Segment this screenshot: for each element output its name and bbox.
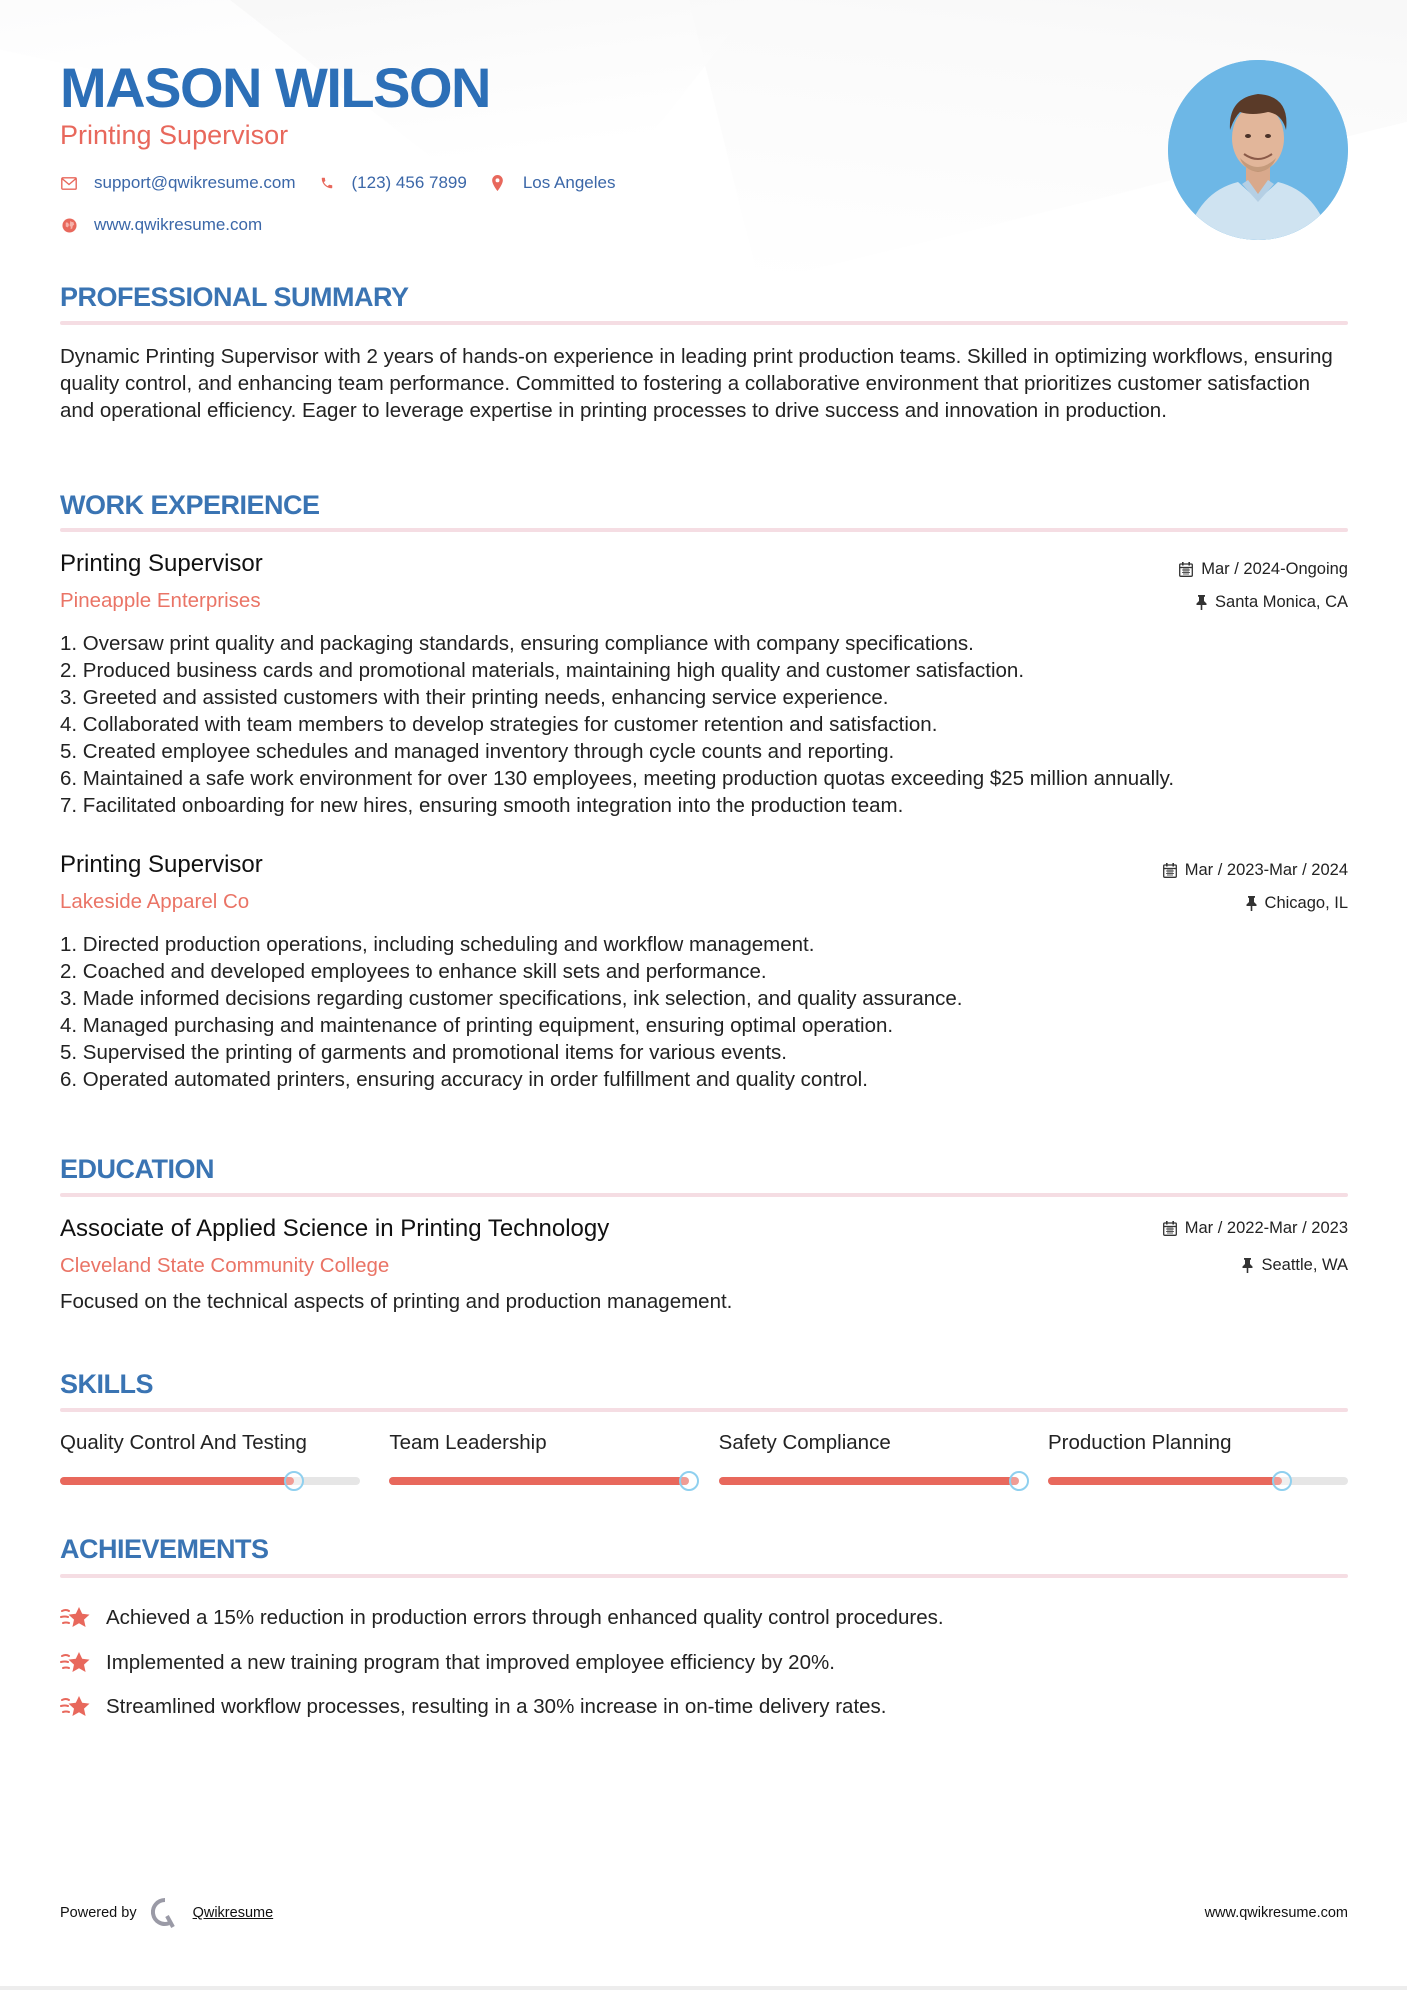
calendar-icon	[1179, 562, 1193, 577]
shooting-star-icon	[60, 1693, 92, 1721]
pushpin-icon	[1196, 595, 1207, 610]
achievement-text: Streamlined workflow processes, resulting in a 30% increase in on-time delivery rates.	[106, 1695, 887, 1719]
dates-text: Mar / 2023-Mar / 2024	[1184, 861, 1348, 879]
pushpin-icon	[1246, 896, 1257, 911]
section-title-education: EDUCATION	[60, 1154, 214, 1184]
map-pin-icon	[489, 174, 507, 192]
education-location	[1242, 1254, 1348, 1276]
contact-row	[60, 215, 284, 235]
contact-location	[489, 173, 616, 193]
section-title-summary: PROFESSIONAL SUMMARY	[60, 282, 409, 312]
shooting-star-icon	[60, 1649, 92, 1677]
skill-label: Production Planning	[1047, 1431, 1232, 1454]
bullet-item: 6. Operated automated printers, ensuring accuracy in order fulfillment and quality control.	[60, 1068, 868, 1091]
bullet-item: 3. Greeted and assisted customers with their printing needs, enhancing service experience.	[60, 686, 889, 709]
dates-text: Mar / 2024-Ongoing	[1201, 560, 1348, 578]
bullet-item: 1. Directed production operations, including scheduling and workflow management.	[60, 933, 815, 956]
location-text: Seattle, WA	[1261, 1256, 1348, 1274]
company-name: Pineapple Enterprises	[60, 589, 261, 612]
skill-item	[1048, 1430, 1348, 1485]
section-divider	[60, 1408, 1348, 1412]
bullet-item: 6. Maintained a safe work environment for over 130 employees, meeting production quotas exceeding $25 million annually.	[60, 767, 1175, 790]
bullet-item: 4. Collaborated with team members to develop strategies for customer retention and satisfaction.	[60, 713, 938, 736]
skill-knob	[284, 1471, 304, 1491]
degree-title: Associate of Applied Science in Printing Technology	[60, 1215, 610, 1242]
summary-text: Dynamic Printing Supervisor with 2 years of hands-on experience in leading print production teams. Skilled in optimizing workflows, ensuring quality control, and enhancing team performance. Committed to fostering a collaborative environment that prioritizes customer satisfaction and operational efficiency. Eager to leverage expertise in printing processes to drive success and innovation in production.	[60, 345, 1333, 422]
section-divider	[60, 528, 1348, 532]
footer-website-link[interactable]: www.qwikresume.com	[1204, 1905, 1348, 1921]
skill-fill	[719, 1477, 1019, 1485]
skill-label: Quality Control And Testing	[60, 1431, 307, 1454]
skill-fill	[60, 1477, 294, 1485]
location-text: Santa Monica, CA	[1215, 593, 1348, 611]
job-bullets	[60, 630, 1348, 819]
qwikresume-logo-icon	[151, 1898, 179, 1928]
bullet-item: 3. Made informed decisions regarding customer specifications, ink selection, and quality assurance.	[60, 987, 963, 1010]
job-title: Printing Supervisor	[60, 851, 263, 878]
skill-knob	[679, 1471, 699, 1491]
section-divider	[60, 1574, 1348, 1578]
job-title: Printing Supervisor	[60, 550, 263, 577]
job-location	[1196, 591, 1348, 613]
globe-icon	[60, 216, 78, 234]
school-name: Cleveland State Community College	[60, 1254, 390, 1277]
contact-phone[interactable]	[318, 173, 467, 193]
skill-level-bar	[719, 1477, 1019, 1485]
achievements-list	[60, 1596, 1348, 1730]
bullet-item: 7. Facilitated onboarding for new hires, ensuring smooth integration into the production team.	[60, 794, 904, 817]
achievement-text: Achieved a 15% reduction in production errors through enhanced quality control procedures.	[106, 1606, 944, 1630]
calendar-icon	[1163, 863, 1177, 878]
skill-label: Team Leadership	[389, 1431, 547, 1454]
bullet-item: 2. Produced business cards and promotional materials, maintaining high quality and customer satisfaction.	[60, 659, 1025, 682]
education-description: Focused on the technical aspects of printing and production management.	[60, 1290, 733, 1313]
company-name: Lakeside Apparel Co	[60, 890, 250, 913]
section-title-skills: SKILLS	[60, 1369, 154, 1399]
skill-item	[60, 1430, 360, 1485]
skill-level-bar	[1048, 1477, 1348, 1485]
skill-label: Safety Compliance	[718, 1431, 891, 1454]
section-title-experience: WORK EXPERIENCE	[60, 490, 320, 520]
skill-level-bar	[389, 1477, 689, 1485]
contact-email[interactable]	[60, 173, 296, 193]
section-divider	[60, 321, 1348, 325]
achievement-text: Implemented a new training program that improved employee efficiency by 20%.	[106, 1650, 835, 1674]
achievement-item	[60, 1685, 1348, 1730]
profile-photo	[1168, 60, 1348, 240]
page-bottom-border	[0, 1986, 1407, 1990]
powered-by-label: Powered by	[60, 1905, 137, 1921]
skill-level-bar	[60, 1477, 360, 1485]
skills-grid	[60, 1430, 1348, 1485]
job-dates	[1163, 859, 1348, 881]
skill-knob	[1272, 1471, 1292, 1491]
skill-knob	[1009, 1471, 1029, 1491]
job-bullets	[60, 931, 1348, 1093]
skill-fill	[1048, 1477, 1282, 1485]
contact-website[interactable]	[60, 215, 262, 235]
section-title-achievements: ACHIEVEMENTS	[60, 1534, 269, 1564]
job-location	[1246, 892, 1348, 914]
powered-by	[60, 1898, 273, 1928]
bullet-item: 2. Coached and developed employees to enhance skill sets and performance.	[60, 960, 767, 983]
envelope-icon	[60, 174, 78, 192]
bullet-item: 5. Created employee schedules and managed inventory through cycle counts and reporting.	[60, 740, 895, 763]
dates-text: Mar / 2022-Mar / 2023	[1184, 1219, 1348, 1237]
calendar-icon	[1163, 1221, 1177, 1236]
qwikresume-link[interactable]: Qwikresume	[192, 1905, 274, 1921]
candidate-role: Printing Supervisor	[60, 120, 289, 150]
job-dates	[1179, 558, 1348, 580]
candidate-name: MASON WILSON	[60, 56, 490, 119]
skill-item	[719, 1430, 1019, 1485]
person-avatar-icon	[1168, 60, 1348, 240]
bullet-item: 1. Oversaw print quality and packaging standards, ensuring compliance with company specifications.	[60, 632, 974, 655]
footer	[60, 1898, 1348, 1928]
shooting-star-icon	[60, 1604, 92, 1632]
achievement-item	[60, 1596, 1348, 1641]
website-text[interactable]: www.qwikresume.com	[94, 215, 263, 234]
pushpin-icon	[1242, 1258, 1253, 1273]
skill-fill	[389, 1477, 689, 1485]
location-text: Chicago, IL	[1264, 894, 1348, 912]
achievement-item	[60, 1641, 1348, 1686]
skill-item	[389, 1430, 689, 1485]
phone-text[interactable]: (123) 456 7899	[351, 173, 467, 192]
section-divider	[60, 1193, 1348, 1197]
phone-icon	[318, 174, 336, 192]
bullet-item: 4. Managed purchasing and maintenance of printing equipment, ensuring optimal operation.	[60, 1014, 894, 1037]
bullet-item: 5. Supervised the printing of garments and promotional items for various events.	[60, 1041, 787, 1064]
email-text[interactable]: support@qwikresume.com	[94, 173, 296, 192]
contact-row	[60, 173, 637, 193]
location-text: Los Angeles	[522, 173, 616, 192]
education-dates	[1163, 1217, 1348, 1239]
